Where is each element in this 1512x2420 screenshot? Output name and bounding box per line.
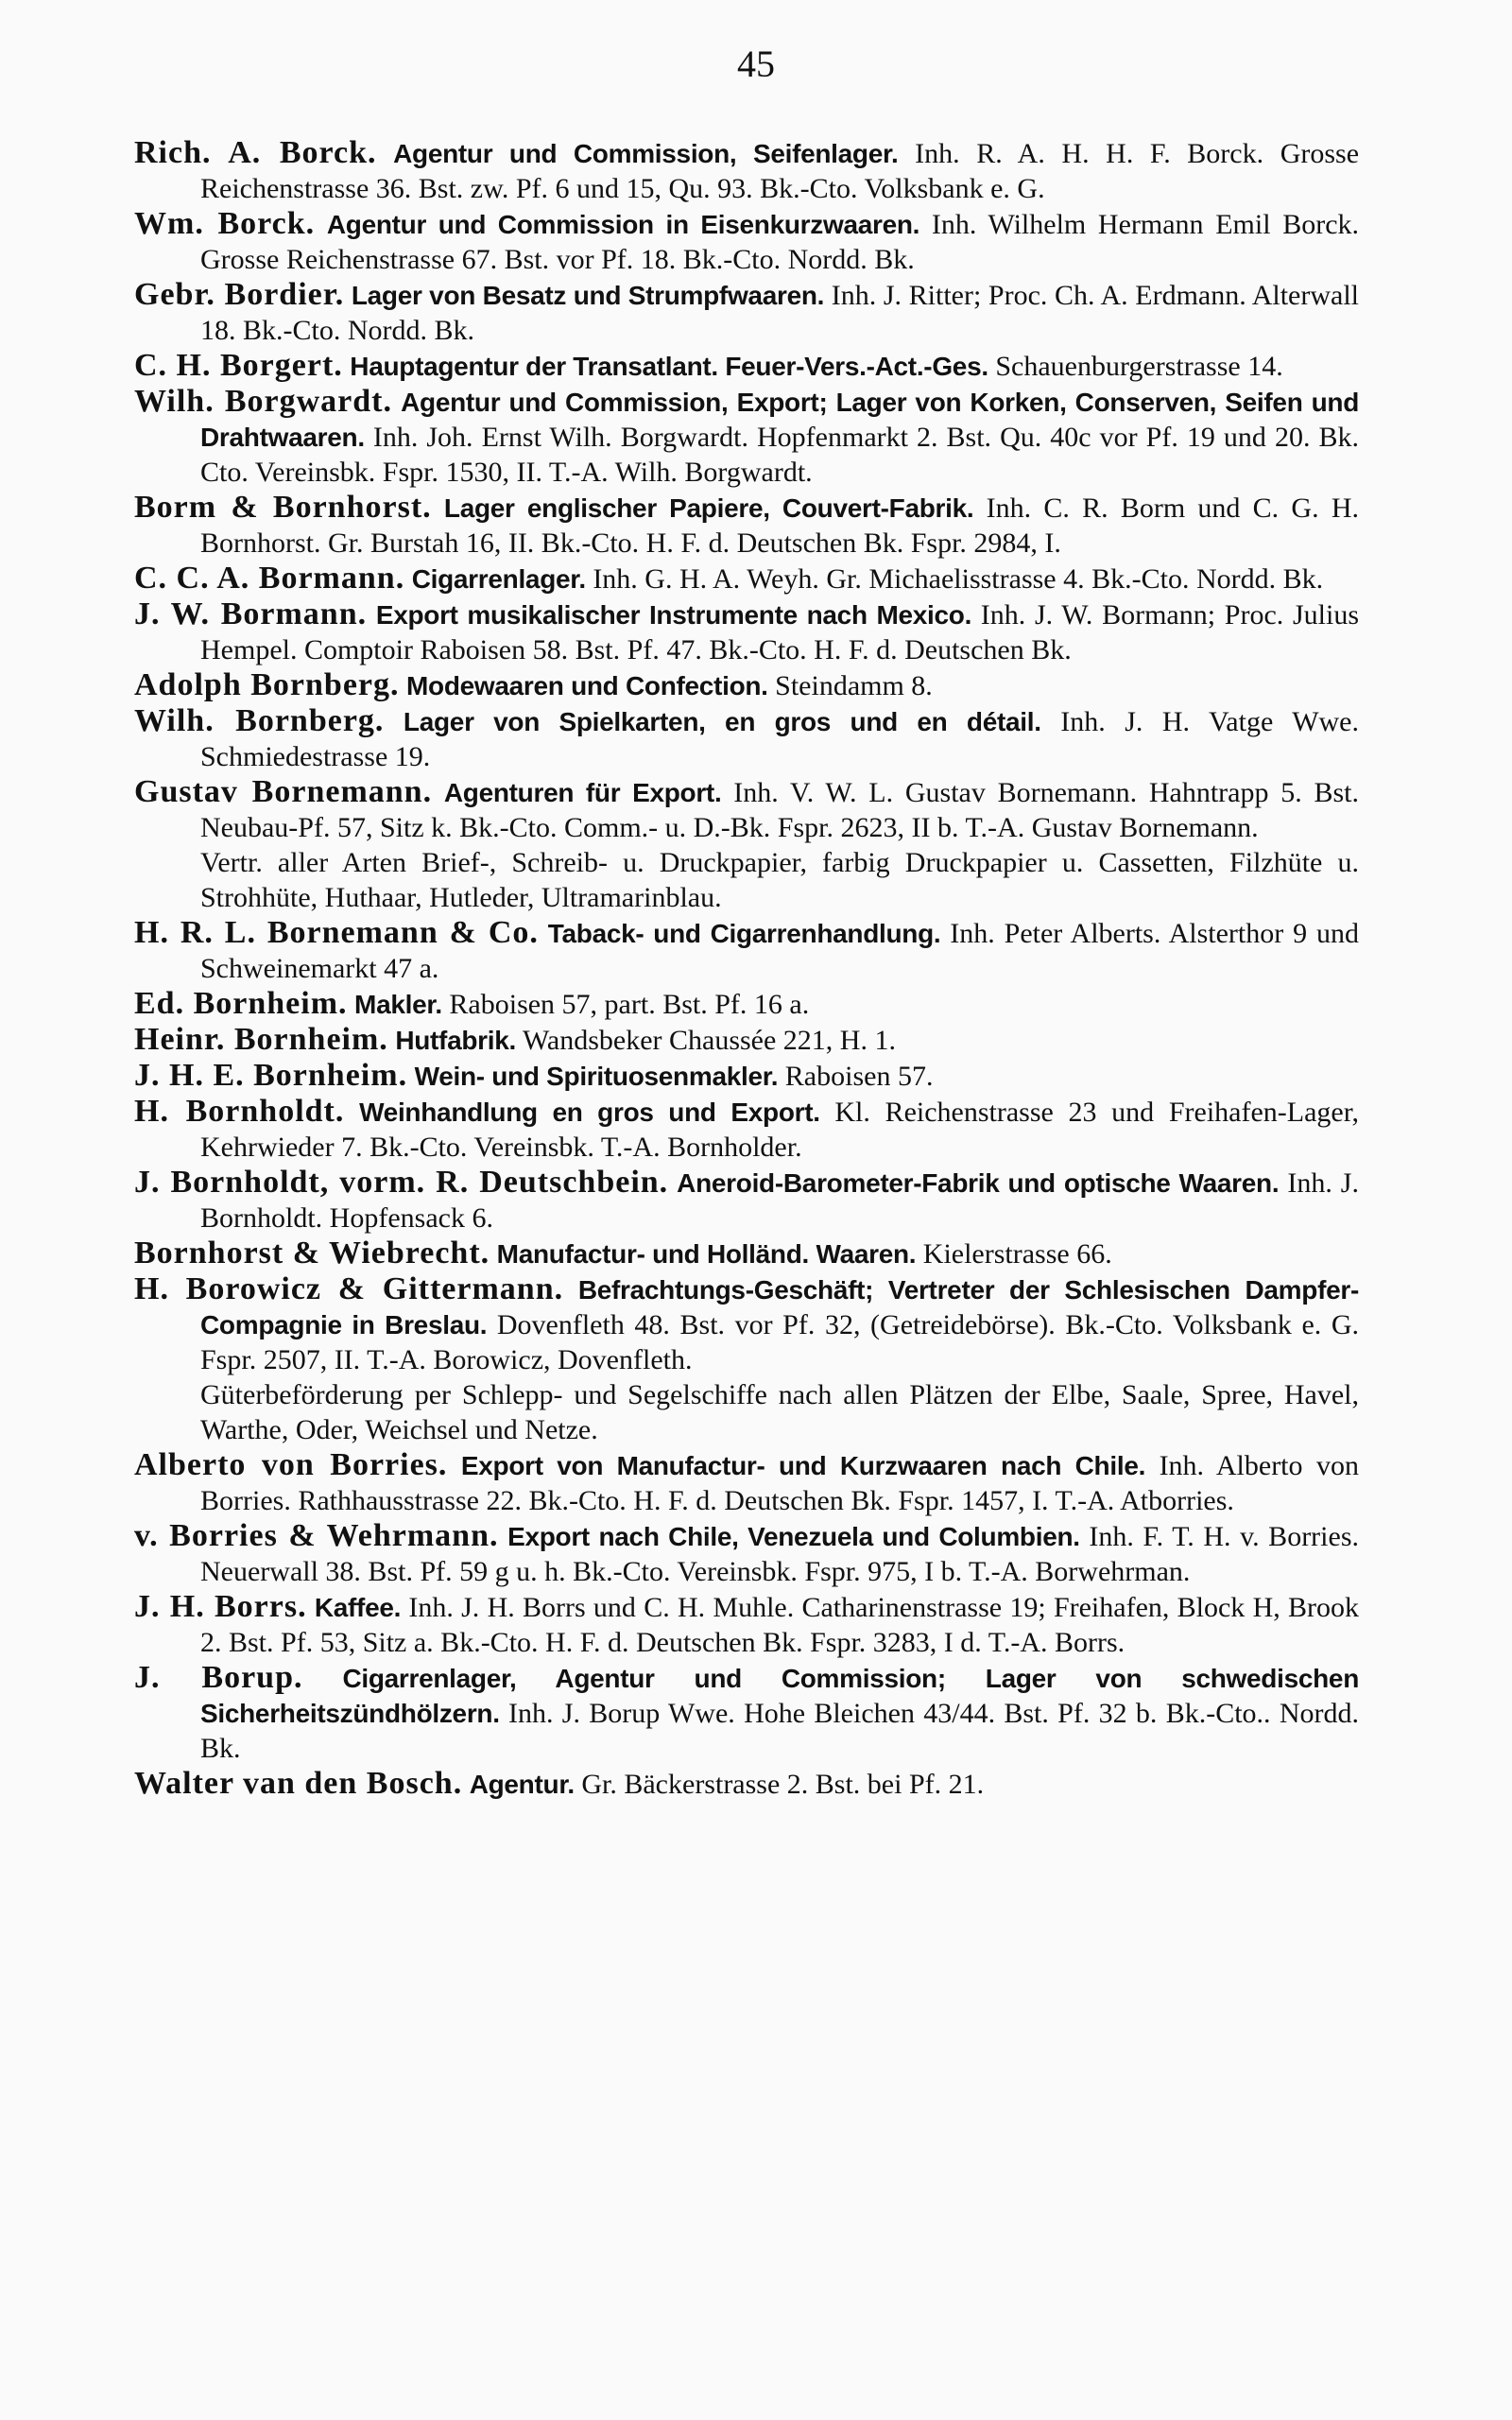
- directory-entry: [134, 1094, 1359, 1165]
- directory-entry: [134, 490, 1359, 561]
- entry-details: Inh. J. W. Bormann; Proc. Julius Hempel. Comptoir Raboisen 58. Bst. Pf. 47. Bk.-Cto. H. F. d. Deutschen Bk.: [200, 599, 1360, 666]
- entry-name: Wilh. Bornberg.: [134, 703, 385, 738]
- entry-name: Gebr. Bordier.: [134, 277, 345, 312]
- entry-details: Inh. J. H. Vatge Wwe. Schmiedestrasse 19.: [200, 706, 1359, 772]
- directory-entry: [134, 1447, 1359, 1518]
- directory-listing: [134, 135, 1359, 1802]
- entry-name: Adolph Bornberg.: [134, 667, 400, 702]
- directory-entry: [134, 1165, 1359, 1236]
- entry-trade: Kaffee.: [314, 1593, 402, 1622]
- entry-trade: Befrachtungs-Geschäft; Vertreter der Schlesischen Dampfer-Compagnie in Breslau.: [200, 1275, 1359, 1340]
- entry-name: J. H. Borrs.: [134, 1589, 307, 1624]
- entry-name: H. Bornholdt.: [134, 1094, 345, 1129]
- entry-trade: Weinhandlung en gros und Export.: [359, 1098, 820, 1127]
- entry-name: Wilh. Borgwardt.: [134, 384, 392, 419]
- entry-trade: Aneroid-Barometer-Fabrik und optische Waaren.: [677, 1168, 1280, 1198]
- directory-entry: [134, 774, 1359, 915]
- directory-entry: [134, 915, 1359, 986]
- entry-trade: Cigarrenlager, Agentur und Commission; Lager von schwedischen Sicherheitszündhölzern.: [200, 1664, 1360, 1728]
- directory-entry: [134, 384, 1359, 490]
- entry-name: C. H. Borgert.: [134, 348, 343, 383]
- directory-entry: [134, 277, 1359, 348]
- entry-name: Bornhorst & Wiebrecht.: [134, 1236, 490, 1270]
- entry-name: Gustav Bornemann.: [134, 774, 433, 809]
- entry-details: Inh. J. Borup Wwe. Hohe Bleichen 43/44. Bst. Pf. 32 b. Bk.-Cto.. Nordd. Bk.: [200, 1698, 1360, 1764]
- entry-details: Inh. C. R. Borm und C. G. H. Bornhorst. Gr. Burstah 16, II. Bk.-Cto. H. F. d. Deutschen Bk. Fspr. 2984, I.: [200, 493, 1359, 559]
- entry-name: v. Borries & Wehrmann.: [134, 1518, 499, 1553]
- entry-name: H. Borowicz & Gittermann.: [134, 1271, 564, 1306]
- entry-details: Inh. V. W. L. Gustav Bornemann. Hahntrapp 5. Bst. Neubau-Pf. 57, Sitz k. Bk.-Cto. Comm.- u. D.-Bk. Fspr. 2623, II b. T.-A. Gustav Bornemann.: [200, 777, 1360, 843]
- entry-trade: Taback- und Cigarrenhandlung.: [547, 919, 941, 948]
- entry-details: Gr. Bäckerstrasse 2. Bst. bei Pf. 21.: [581, 1769, 985, 1800]
- entry-trade: Cigarrenlager.: [411, 564, 586, 594]
- entry-trade: Lager englischer Papiere, Couvert-Fabrik.: [443, 493, 974, 523]
- page-number: 45: [737, 43, 775, 85]
- entry-details: Inh. J. Ritter; Proc. Ch. A. Erdmann. Alterwall 18. Bk.-Cto. Nordd. Bk.: [200, 280, 1359, 346]
- entry-name: J. Bornholdt, vorm. R. Deutschbein.: [134, 1165, 669, 1200]
- directory-entry: [134, 206, 1359, 277]
- directory-entry: [134, 986, 1359, 1022]
- directory-entry: [134, 1058, 1359, 1094]
- entry-details: Wandsbeker Chaussée 221, H. 1.: [522, 1025, 896, 1056]
- directory-entry: [134, 703, 1359, 774]
- entry-trade: Hutfabrik.: [395, 1026, 516, 1055]
- entry-trade: Agentur und Commission, Seifenlager.: [393, 139, 899, 168]
- entry-details: Inh. J. H. Borrs und C. H. Muhle. Catharinenstrasse 19; Freihafen, Block H, Brook 2. Bst. Pf. 53, Sitz a. Bk.-Cto. H. F. d. Deutschen Bk. Fspr. 3283, I d. T.-A. Borrs.: [200, 1592, 1360, 1658]
- directory-entry: [134, 348, 1359, 384]
- directory-entry: [134, 1022, 1359, 1058]
- entry-name: C. C. A. Bormann.: [134, 561, 405, 596]
- entry-details: Dovenfleth 48. Bst. vor Pf. 32, (Getreidebörse). Bk.-Cto. Volksbank e. G. Fspr. 2507, II. T.-A. Borowicz, Dovenfleth.: [200, 1309, 1360, 1375]
- directory-entry: [134, 1236, 1359, 1271]
- entry-details: Inh. G. H. A. Weyh. Gr. Michaelisstrasse 4. Bk.-Cto. Nordd. Bk.: [593, 563, 1324, 595]
- entry-details: Steindamm 8.: [775, 670, 933, 701]
- entry-details: Kielerstrasse 66.: [922, 1238, 1112, 1270]
- entry-details: Raboisen 57.: [784, 1061, 934, 1092]
- entry-details: Inh. F. T. H. v. Borries. Neuerwall 38. Bst. Pf. 59 g u. h. Bk.-Cto. Vereinsbk. Fspr. 975, I b. T.-A. Borwehrman.: [200, 1521, 1359, 1587]
- entry-name: Ed. Bornheim.: [134, 986, 348, 1021]
- entry-details: Inh. J. Bornholdt. Hopfensack 6.: [200, 1167, 1359, 1234]
- directory-entry: [134, 596, 1359, 667]
- directory-entry: [134, 1766, 1359, 1802]
- directory-entry: [134, 1589, 1359, 1660]
- entry-trade: Lager von Besatz und Strumpfwaaren.: [351, 281, 825, 310]
- directory-entry: [134, 135, 1359, 206]
- entry-details: Inh. Wilhelm Hermann Emil Borck. Grosse Reichenstrasse 67. Bst. vor Pf. 18. Bk.-Cto. Nordd. Bk.: [200, 209, 1360, 275]
- entry-details: Raboisen 57, part. Bst. Pf. 16 a.: [449, 989, 810, 1020]
- directory-entry: [134, 1518, 1359, 1589]
- entry-trade: Export von Manufactur- und Kurzwaaren nach Chile.: [460, 1451, 1146, 1480]
- entry-trade: Export nach Chile, Venezuela und Columbien.: [507, 1522, 1080, 1551]
- directory-entry: [134, 1271, 1359, 1447]
- entry-trade: Manufactur- und Holländ. Waaren.: [496, 1239, 917, 1269]
- entry-name: H. R. L. Bornemann & Co.: [134, 915, 539, 950]
- entry-trade: Agenturen für Export.: [443, 778, 722, 807]
- entry-details: Inh. Peter Alberts. Alsterthor 9 und Schweinemarkt 47 a.: [200, 918, 1359, 984]
- entry-name: J. W. Bormann.: [134, 596, 368, 631]
- directory-entry: [134, 561, 1359, 596]
- directory-entry: [134, 1660, 1359, 1766]
- entry-details: Kl. Reichenstrasse 23 und Freihafen-Lager, Kehrwieder 7. Bk.-Cto. Vereinsbk. T.-A. Bornholder.: [200, 1097, 1360, 1163]
- entry-name: Rich. A. Borck.: [134, 135, 377, 170]
- entry-trade: Agentur und Commission in Eisenkurzwaaren.: [326, 210, 920, 239]
- entry-note: Vertr. aller Arten Brief-, Schreib- u. Druckpapier, farbig Druckpapier u. Cassetten, Filzhüte u. Strohhüte, Huthaar, Hutleder, Ultramarinblau.: [200, 847, 1359, 913]
- entry-name: Heinr. Bornheim.: [134, 1022, 388, 1057]
- entry-name: Walter van den Bosch.: [134, 1766, 463, 1801]
- entry-details: Schauenburgerstrasse 14.: [995, 351, 1283, 382]
- entry-note: Güterbeförderung per Schlepp- und Segelschiffe nach allen Plätzen der Elbe, Saale, Spree, Havel, Warthe, Oder, Weichsel und Netze.: [200, 1379, 1359, 1445]
- entry-details: Inh. R. A. H. H. F. Borck. Grosse Reichenstrasse 36. Bst. zw. Pf. 6 und 15, Qu. 93. Bk.-Cto. Volksbank e. G.: [200, 138, 1360, 204]
- entry-details: Inh. Alberto von Borries. Rathhausstrasse 22. Bk.-Cto. H. F. d. Deutschen Bk. Fspr. 1457, I. T.-A. Atborries.: [200, 1450, 1360, 1516]
- entry-name: Wm. Borck.: [134, 206, 316, 241]
- entry-trade: Lager von Spielkarten, en gros und en détail.: [403, 707, 1041, 736]
- entry-name: Borm & Bornhorst.: [134, 490, 432, 525]
- entry-trade: Makler.: [354, 990, 442, 1019]
- entry-trade: Hauptagentur der Transatlant. Feuer-Vers.-Act.-Ges.: [350, 352, 988, 381]
- entry-trade: Modewaaren und Confection.: [406, 671, 768, 700]
- entry-details: Inh. Joh. Ernst Wilh. Borgwardt. Hopfenmarkt 2. Bst. Qu. 40c vor Pf. 19 und 20. Bk. Cto. Vereinsbk. Fspr. 1530, II. T.-A. Wilh. Borgwardt.: [200, 422, 1360, 488]
- entry-trade: Agentur.: [469, 1770, 575, 1799]
- entry-trade: Agentur und Commission, Export; Lager von Korken, Conserven, Seifen und Drahtwaaren.: [200, 388, 1360, 452]
- entry-trade: Export musikalischer Instrumente nach Mexico.: [375, 600, 972, 630]
- entry-trade: Wein- und Spirituosenmakler.: [414, 1062, 779, 1091]
- entry-name: J. H. E. Bornheim.: [134, 1058, 408, 1093]
- entry-name: J. Borup.: [134, 1660, 303, 1695]
- directory-entry: [134, 667, 1359, 703]
- entry-name: Alberto von Borries.: [134, 1447, 448, 1482]
